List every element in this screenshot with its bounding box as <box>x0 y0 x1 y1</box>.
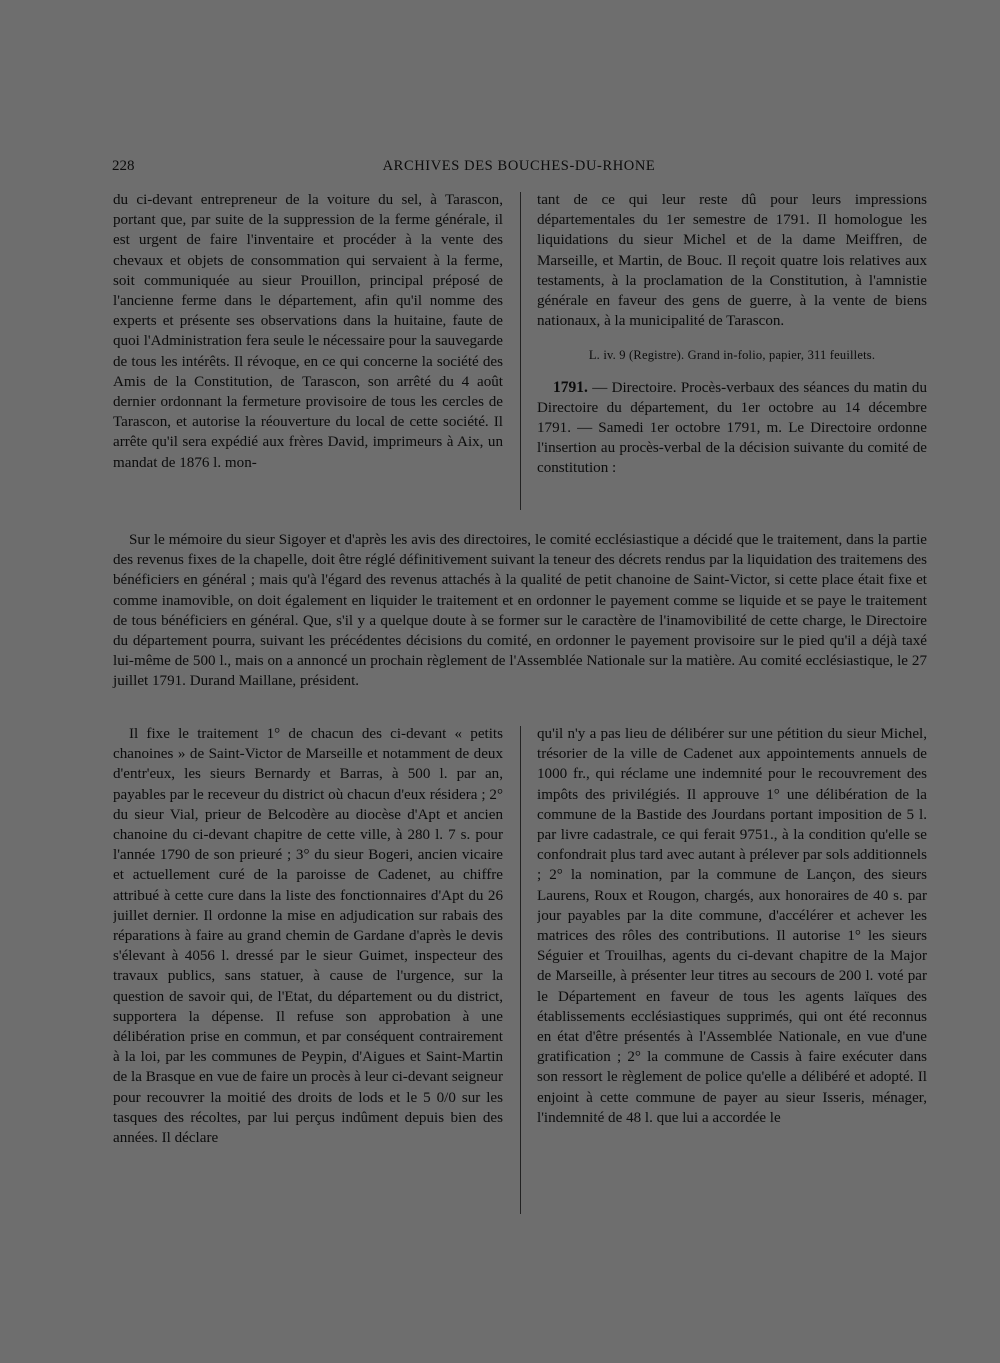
paragraph-left-top: du ci-devant entrepreneur de la voiture du sel, à Tarascon, portant que, par suite de la suppression de la ferme générale, il est urgent de faire l'inventaire et procéder à la vente des chevaux et objets de consommation qui servaient à la ferme, soit communiquée au sieur Prouillon, principal préposé de l'ancienne ferme dans le département, afin qu'il nomme des experts et présente ses observations dans la huitaine, faute de quoi l'Administration fera seule le nécessaire pour la sauvegarde de tous les intérêts. Il révoque, en ce qui concerne la société des Amis de la Constitution, de Tarascon, son arrêté du 4 août dernier ordonnant la fermeture provisoire de tous les cercles de Tarascon, et autorise la réouverture du local de cette société. Il arrête qu'il sera expédié aux frères David, imprimeurs à Aix, un mandat de 1876 l. mon- <box>113 192 503 471</box>
entry-year: 1791. <box>553 378 588 396</box>
entry-text: — Directoire. Procès-verbaux des séances du matin du Directoire du département, du 1er octobre au 14 décembre 1791. — Samedi 1er octobre 1791, m. Le Directoire ordonne l'insertion au procès-verbal de la décision suivante du comité de constitution : <box>537 379 927 477</box>
left-column-bottom <box>113 724 503 1214</box>
page-header <box>112 158 926 180</box>
running-title: ARCHIVES DES BOUCHES-DU-RHONE <box>382 158 656 174</box>
right-column-bottom <box>537 724 927 1214</box>
column-divider-top <box>520 192 521 510</box>
quote-paragraph: Sur le mémoire du sieur Sigoyer et d'après les avis des directoires, le comité ecclésiastique a décidé que le traitement, dans la partie des revenus fixes de la chapelle, doit être réglé définitivement suivant la teneur des décrets rendus par la liquidation des traitemens des bénéficiers en général ; mais qu'à l'égard des revenus attachés à la qualité de petit chanoine de Saint-Victor, si cette place était fixe et comme inamovible, on doit également en liquider le traitement et en ordonner le payement comme se liquide et se paye le traitement de tous bénéficiers en général. Que, s'il y a quelque doute à se former sur le caractère de l'inamovibilité de cette charge, le Directoire du département pourra, suivant les précédentes décisions du comité, en ordonner le payement provisoire sur le pied qu'il a déjà taxé lui-même de 500 l., mais on a annoncé un prochain règlement de l'Assemblée Nationale sur la matière. Au comité ecclésiastique, le 27 juillet 1791. Durand Maillane, président. <box>113 532 927 690</box>
paragraph-right-top: tant de ce qui leur reste dû pour leurs impressions départementales du 1er semestre de 1791. Il homologue les liquidations du sieur Michel et de la dame Meiffren, de Marseille, et Martin, de Bouc. Il reçoit quatre lois relatives aux testaments, à la proclamation de la Constitution, à l'amnistie générale en faveur des gens de guerre, à la vente de biens nationaux, à la municipalité de Tarascon. <box>537 192 927 330</box>
source-note: L. iv. 9 (Registre). Grand in-folio, papier, 311 feuillets. <box>588 348 876 363</box>
committee-decision-quote <box>113 530 927 692</box>
left-column-top <box>113 190 503 512</box>
page-number: 228 <box>112 158 135 174</box>
entry-paragraph <box>537 378 927 479</box>
paragraph-right-bottom: qu'il n'y a pas lieu de délibérer sur une pétition du sieur Michel, trésorier de la ville de Cadenet aux appointements annuels de 1000 fr., qui réclame une indemnité pour le recouvrement des impôts des privilégiés. Il approuve 1° une délibération de la commune de la Bastide des Jourdans portant imposition de 5 l. par livre cadastrale, ce qui ferait 9751., à la condition qu'elle se confondrait plus tard avec autant à prélever par sols additionnels ; 2° la nomination, par la commune de Lançon, des sieurs Laurens, Roux et Rougon, chargés, aux honoraires de 40 s. par jour payables par la dite commune, d'accélérer et achever les matrices des rôles des contributions. Il autorise 1° les sieurs Séguier et Trouilhas, agents du ci-devant chapitre de la Major de Marseille, à présenter leur titres au secours de 200 l. voté par le Département en faveur de tous les agents laïques des établissements ecclésiastiques supprimés, qui ont été reconnus en état d'être présentés à l'Assemblée Nationale, en vue d'une gratification ; 2° la commune de Cassis à faire exécuter dans son ressort le règlement de police qu'elle a délibéré et adopté. Il enjoint à cette commune de payer au sieur Isseris, ménager, l'indemnité de 48 l. que lui a accordée le <box>537 726 927 1126</box>
column-divider-bottom <box>520 726 521 1214</box>
right-column-top <box>537 190 927 512</box>
paragraph-left-bottom: Il fixe le traitement 1° de chacun des ci-devant « petits chanoines » de Saint-Victor de Marseille et notamment de deux d'entr'eux, les sieurs Bernardy et Barras, à 500 l. par an, payables par le receveur du district où chacun d'eux résidera ; 2° du sieur Vial, prieur de Belcodère au diocèse d'Apt et ancien chanoine du ci-devant chapitre de cette ville, à 280 l. 7 s. pour l'année 1790 de son prieuré ; 3° du sieur Bogeri, ancien vicaire et actuellement curé de la paroisse de Cadenet, au chiffre attribué à cette cure dans la liste des fonctionnaires d'Apt du 26 juillet dernier. Il ordonne la mise en adjudication sur rabais des réparations à faire au grand chemin de Gardane d'après le devis s'élevant à 4056 l. dressé par le sieur Guimet, inspecteur des travaux publics, sans statuer, à cause de l'urgence, sur la question de savoir qui, de l'Etat, du département ou du district, supportera la dépense. Il refuse son approbation à une délibération prise en commun, et par conséquent contrairement à la loi, par les communes de Peypin, d'Aigues et Saint-Martin de la Brasque en vue de faire un procès à leur ci-devant seigneur pour recouvrer la moitié des droits de lods et le 5 0/0 sur les tasques des récoltes, par lui perçus indûment depuis bien des années. Il déclare <box>113 726 503 1147</box>
